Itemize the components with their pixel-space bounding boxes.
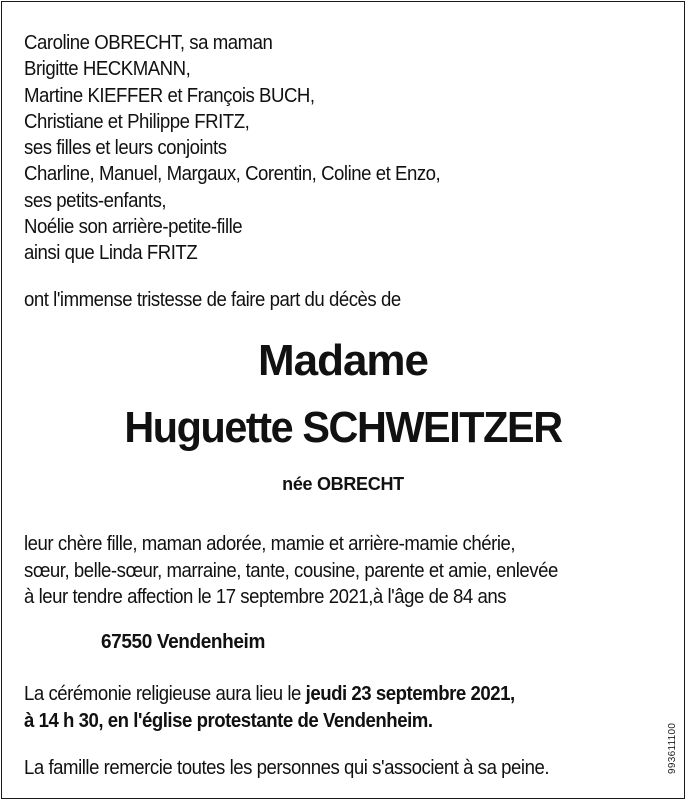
family-line: Martine KIEFFER et François BUCH, bbox=[24, 84, 315, 107]
family-list bbox=[24, 30, 440, 267]
description-line: sœur, belle-sœur, marraine, tante, cousine, parente et amie, enlevée bbox=[24, 559, 558, 582]
thanks-text: La famille remercie toutes les personnes qui s'associent à sa peine. bbox=[24, 757, 550, 779]
family-line: Caroline OBRECHT, sa maman bbox=[24, 32, 273, 54]
description-line: leur chère fille, maman adorée, mamie et arrière-mamie chérie, bbox=[24, 533, 516, 555]
family-line: ses filles et leurs conjoints bbox=[24, 137, 227, 160]
description-line: à leur tendre affection le 17 septembre 2021,à l'âge de 84 ans bbox=[24, 586, 507, 608]
maiden-name: née OBRECHT bbox=[282, 474, 404, 494]
ceremony-line-2 bbox=[24, 708, 515, 735]
family-line: ses petits-enfants, bbox=[24, 189, 167, 212]
family-line: Charline, Manuel, Margaux, Corentin, Coline et Enzo, bbox=[24, 163, 441, 186]
deceased-name: Huguette SCHWEITZER bbox=[124, 403, 562, 452]
deceased-title: Madame bbox=[257, 336, 429, 385]
ceremony-date: jeudi 23 septembre 2021, bbox=[305, 683, 515, 705]
family-line: Christiane et Philippe FRITZ, bbox=[24, 110, 250, 133]
family-line: Brigitte HECKMANN, bbox=[24, 58, 191, 81]
ceremony-time-place: à 14 h 30, en l'église protestante de Vendenheim. bbox=[24, 710, 433, 732]
reference-number: 993611100 bbox=[667, 722, 678, 774]
announcement-text: ont l'immense tristesse de faire part du décès de bbox=[24, 289, 401, 311]
description-text bbox=[24, 531, 558, 611]
family-line: Noélie son arrière-petite-fille bbox=[24, 216, 243, 239]
location-text: 67550 Vendenheim bbox=[101, 631, 265, 653]
family-line: ainsi que Linda FRITZ bbox=[24, 242, 198, 265]
ceremony-intro: La cérémonie religieuse aura lieu le bbox=[24, 683, 306, 705]
ceremony-info bbox=[24, 681, 515, 735]
ceremony-line-1 bbox=[24, 681, 515, 708]
